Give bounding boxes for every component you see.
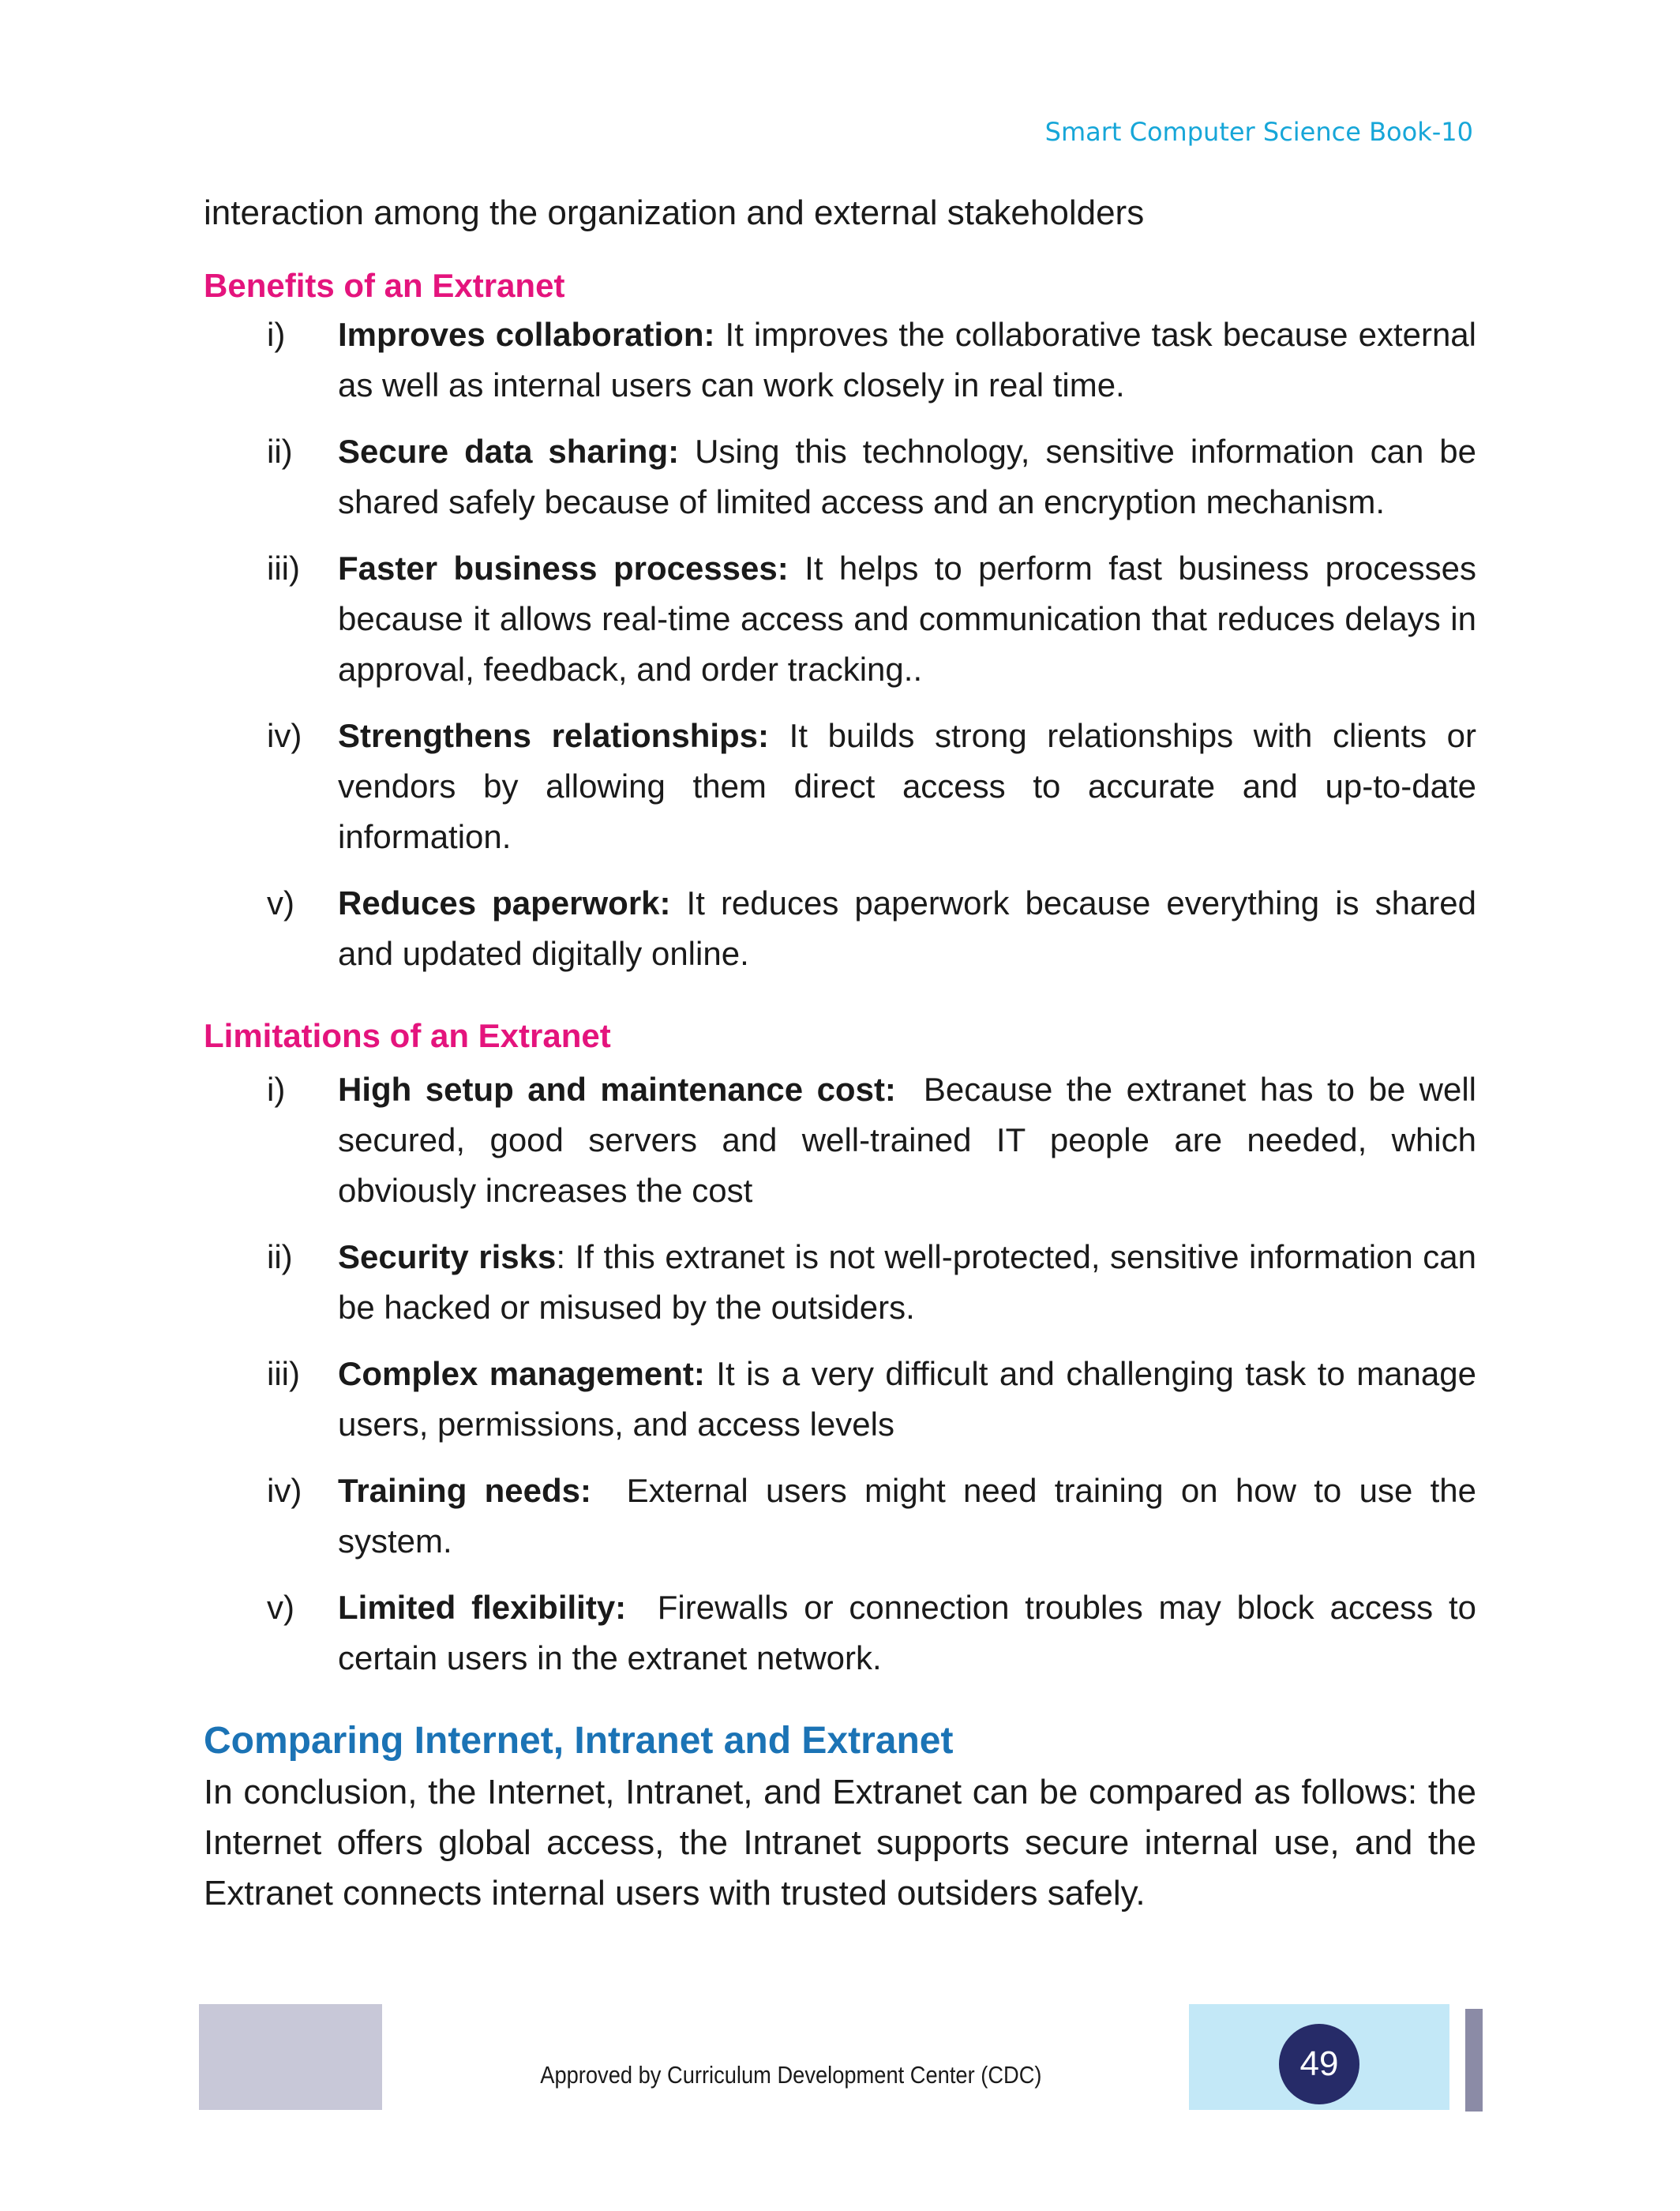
item-text (338, 1466, 1486, 1567)
limitations-list (204, 1064, 1486, 1684)
item-number: ii) (267, 1238, 293, 1275)
item-number: iv) (267, 1472, 302, 1509)
item-text (338, 711, 1476, 862)
item-number: i) (267, 316, 286, 353)
limitations-heading: Limitations of an Extranet (204, 1017, 611, 1054)
item-term: Secure data sharing: (338, 433, 680, 470)
item-description: It helps to perform fast business processes because it allows real-time access and communication that reduces delays in approval, feedback, and order tracking.. (338, 550, 1476, 688)
item-term: Limited flexibility: (338, 1589, 627, 1626)
list-item (204, 1232, 1476, 1333)
item-term: Security risks (338, 1238, 557, 1275)
benefits-heading: Benefits of an Extranet (204, 267, 565, 304)
page-content (204, 190, 1486, 1919)
item-description: Using this technology, sensitive information can be shared safely because of limited access and an encryption mechanism. (338, 433, 1476, 520)
item-term: Improves collaboration: (338, 316, 715, 353)
item-text (338, 310, 1476, 411)
benefits-list (204, 310, 1476, 979)
item-text (338, 1582, 1486, 1684)
item-description: Firewalls or connection troubles may block access to certain users in the extranet network. (338, 1589, 1486, 1676)
item-description: It reduces paperwork because everything is shared and updated digitally online. (338, 884, 1476, 972)
lead-paragraph: interaction among the organization and external stakeholders (204, 193, 1145, 232)
footer-approval-text: Approved by Curriculum Development Center (CDC) (540, 2061, 1042, 2089)
item-description: It is a very difficult and challenging task to manage users, permissions, and access levels (338, 1355, 1476, 1443)
list-item (204, 543, 1476, 695)
item-number: v) (267, 884, 294, 922)
running-header: Smart Computer Science Book-10 (1044, 117, 1473, 147)
list-item (204, 711, 1476, 862)
list-item (204, 1064, 1486, 1216)
list-item (204, 310, 1476, 411)
item-text (338, 878, 1476, 979)
item-number: iii) (267, 1355, 300, 1392)
comparison-paragraph: In conclusion, the Internet, Intranet, and Extranet can be compared as follows: the Internet offers global access, the Intranet supports secure internal use, and the Extranet connects internal users with trusted outsiders safely. (204, 1773, 1476, 1913)
item-description: External users might need training on how to use the system. (338, 1472, 1486, 1560)
item-text (338, 1232, 1476, 1333)
item-term: Training needs: (338, 1472, 592, 1509)
list-item (204, 1466, 1486, 1567)
item-term: Strengthens relationships: (338, 717, 770, 754)
comparison-heading: Comparing Internet, Intranet and Extranet (204, 1720, 954, 1762)
footer-decor-block-left (199, 2004, 382, 2110)
item-description: : If this extranet is not well-protected, sensitive information can be hacked or misused by the outsiders. (338, 1238, 1476, 1326)
list-item (204, 1582, 1486, 1684)
item-term: Complex management: (338, 1355, 705, 1392)
item-text (338, 1349, 1476, 1450)
item-number: ii) (267, 433, 293, 470)
item-description: Because the extranet has to be well secured, good servers and well-trained IT people are needed, which obviously increases the cost (338, 1071, 1486, 1209)
item-text (338, 426, 1476, 527)
item-description: It builds strong relationships with clients or vendors by allowing them direct access to accurate and up-to-date information. (338, 717, 1477, 855)
item-number: iv) (267, 717, 302, 754)
item-term: High setup and maintenance cost: (338, 1071, 896, 1108)
list-item (204, 878, 1476, 979)
page-number: 49 (1279, 2024, 1359, 2104)
item-term: Faster business processes: (338, 550, 789, 587)
item-number: iii) (267, 550, 300, 587)
footer-decor-bar (1465, 2009, 1483, 2112)
item-number: v) (267, 1589, 294, 1626)
item-term: Reduces paperwork: (338, 884, 671, 922)
list-item (204, 426, 1476, 527)
item-text (338, 1064, 1486, 1216)
item-number: i) (267, 1071, 286, 1108)
list-item (204, 1349, 1476, 1450)
item-text (338, 543, 1476, 695)
item-description: It improves the collaborative task because external as well as internal users can work closely in real time. (338, 316, 1477, 404)
